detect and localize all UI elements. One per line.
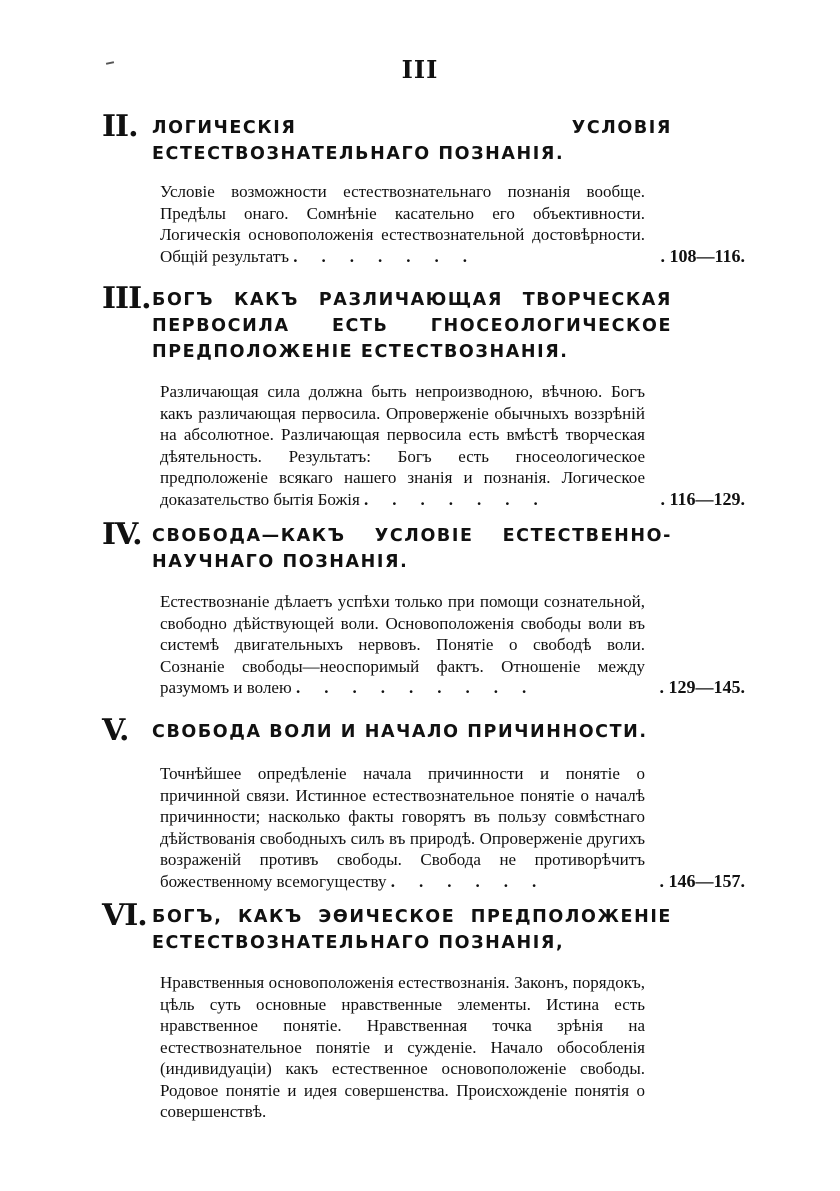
description-text: Естествознаніе дѣлаетъ успѣхи только при помощи сознательной, свободно дѣйствующей воли. Основоположенія свободы воли въ системѣ двигательныхъ нервовъ. Понятіе о свободѣ воли. Сознаніе свободы—неоспоримый фактъ. Отношеніе между разумомъ и волею <box>160 592 645 697</box>
section-numeral: IV. <box>102 517 142 552</box>
description-text: Различающая сила должна быть непроизводною, вѣчною. Богъ какъ различающая первосила. Опроверженіе обычныхъ воззрѣній на абсолютное. Различающая первосила есть вмѣстѣ творческая дѣятельность. Результатъ: Богъ есть гносеологическое предположеніе всякаго нашего знанія и познанія. Логическое доказательство бытія Божія <box>160 382 645 509</box>
section-title: СВОБОДА—КАКЪ УСЛОВІЕ ЕСТЕСТВЕННО-НАУЧНАГО ПОЗНАНІЯ. <box>152 526 672 572</box>
section-body <box>100 972 745 1123</box>
section-title: БОГЪ КАКЪ РАЗЛИЧАЮЩАЯ ТВОРЧЕСКАЯ ПЕРВОСИЛА ЕСТЬ ГНОСЕОЛОГИЧЕСКОЕ ПРЕДПОЛОЖЕНІЕ ЕСТЕСТВОЗНАНІЯ. <box>152 290 672 362</box>
section-numeral: V. <box>102 713 129 748</box>
section-description: Нравственныя основоположенія естествознанія. Законъ, порядокъ, цѣль суть основные нравственные элементы. Истина есть нравственное понятіе. Нравственная точка зрѣнія на естествознательное понятіе и сужденіе. Начало обособленія (индивидуаціи) какъ естественное основоположеніе свободы. Родовое понятіе и идея совершенства. Происхожденіе понятія о совершенствѣ. <box>160 973 645 1121</box>
page-range: . 116—129. <box>660 488 745 509</box>
section-heading <box>100 517 745 575</box>
section-description <box>160 181 645 267</box>
section-description <box>160 381 645 510</box>
section-body <box>100 381 745 510</box>
section-numeral: VI. <box>102 898 147 933</box>
dot-leader: ....... <box>364 489 562 509</box>
section-title: СВОБОДА ВОЛИ И НАЧАЛО ПРИЧИННОСТИ. <box>152 722 648 742</box>
section-numeral: II. <box>102 109 138 144</box>
section-description <box>160 591 645 699</box>
section-heading <box>100 713 745 748</box>
toc-section <box>100 109 745 267</box>
dot-leader: ...... <box>390 871 561 891</box>
section-title: БОГЪ, КАКЪ ЭѲИЧЕСКОЕ ПРЕДПОЛОЖЕНІЕ ЕСТЕСТВОЗНАТЕЛЬНАГО ПОЗНАНІЯ, <box>152 907 672 953</box>
description-text: Точнѣйшее опредѣленіе начала причинности и понятіе о причинной связи. Истинное естествознательное понятіе о началѣ причинности; насколько факты говорятъ въ пользу совмѣстнаго дѣйствованія свободныхъ силъ въ природѣ. Опроверженіе другихъ возраженій противъ свободы. Свобода не противорѣчитъ божественному всемогуществу <box>160 764 645 891</box>
section-title: ЛОГИЧЕСКІЯ УСЛОВІЯ ЕСТЕСТВОЗНАТЕЛЬНАГО ПОЗНАНІЯ. <box>152 118 672 164</box>
page-number: III <box>401 55 439 84</box>
description-text: Условіе возможности естествознательнаго познанія вообще. Предѣлы онаго. Сомнѣніе касательно его объективности. Логическія основоположенія естествознательной достовѣрности. Общій результатъ <box>160 182 645 266</box>
section-body <box>100 591 745 699</box>
dot-leader: ....... <box>293 246 492 266</box>
toc-section <box>100 281 745 510</box>
toc-section <box>100 713 745 892</box>
toc-section <box>100 898 745 1123</box>
section-heading <box>100 281 745 365</box>
section-description <box>160 763 645 892</box>
section-heading <box>100 898 745 956</box>
page-range: . 146—157. <box>659 870 745 891</box>
page-range: . 129—145. <box>659 677 745 697</box>
section-heading <box>100 109 745 167</box>
page-range: . 108—116. <box>660 245 745 266</box>
dot-leader: ......... <box>295 678 551 697</box>
section-body <box>100 181 745 267</box>
toc-section <box>100 517 745 699</box>
section-body <box>100 763 745 892</box>
section-numeral: III. <box>102 281 151 316</box>
